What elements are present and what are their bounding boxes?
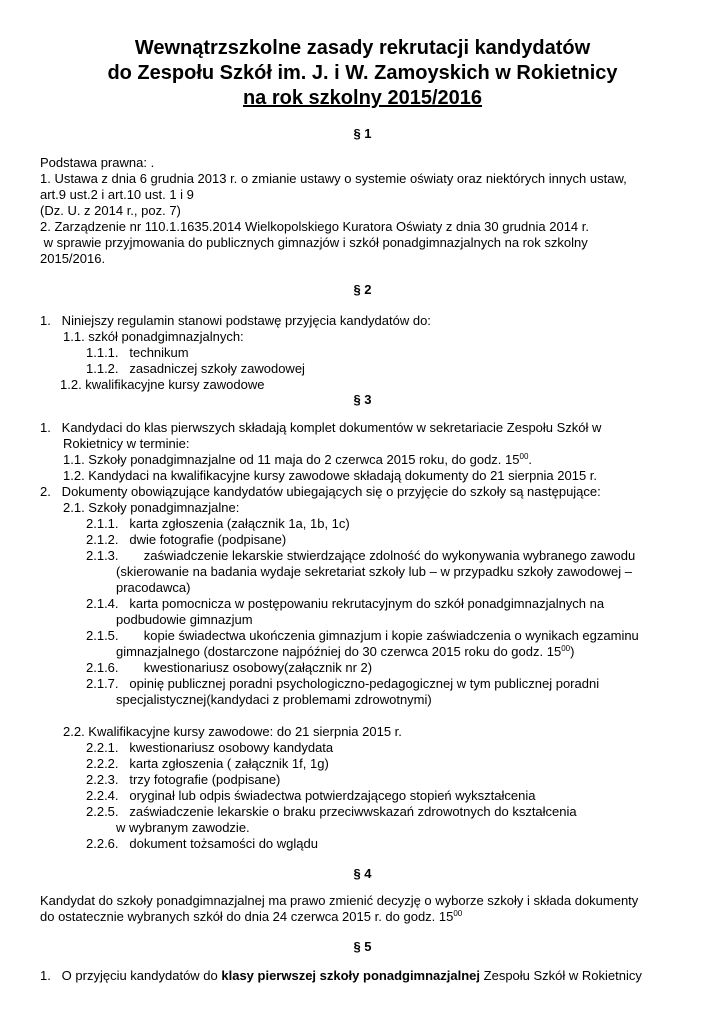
s3-line: 2.2. Kwalifikacyjne kursy zawodowe: do 21 sierpnia 2015 r. (63, 724, 402, 739)
s1-line: 2. Zarządzenie nr 110.1.1635.2014 Wielkopolskiego Kuratora Oświaty z dnia 30 grudnia 2014 r. (40, 219, 589, 234)
s3-line: 2.2.4. oryginał lub odpis świadectwa potwierdzającego stopień wykształcenia (86, 788, 536, 803)
s2-line: 1.2. kwalifikacyjne kursy zawodowe (60, 377, 265, 392)
page-title-line-1: Wewnątrzszkolne zasady rekrutacji kandydatów (134, 37, 591, 59)
s4-superscript: 00 (453, 909, 463, 918)
s5-line (40, 968, 642, 984)
s3-line: 2. Dokumenty obowiązujące kandydatów ubiegających się o przyjęcie do szkoły są następujące: (40, 484, 601, 499)
page-title-line-3-text: na rok szkolny 2015/2016 (242, 87, 483, 109)
s3-superscript: 00 (519, 452, 529, 461)
section-2-heading: § 2 (353, 282, 372, 297)
s3-line: 2.1.7. opinię publicznej poradni psychologiczno-pedagogicznej w tym publicznej poradni (86, 676, 600, 691)
s3-text: 1.1. Szkoły ponadgimnazjalne od 11 maja do 2 czerwca 2015 roku, do godz. 15 (63, 452, 520, 467)
s5-text: Zespołu Szkół w Rokietnicy (480, 968, 642, 983)
s3-line: 2.1.3. zaświadczenie lekarskie stwierdzające zdolność do wykonywania wybranego zawodu (86, 548, 636, 563)
s3-line: 1.2. Kandydaci na kwalifikacyjne kursy zawodowe składają dokumenty do 21 sierpnia 2015 r. (63, 468, 598, 483)
s1-line: w sprawie przyjmowania do publicznych gimnazjów i szkół ponadgimnazjalnych na rok szkolny (40, 235, 588, 250)
s3-line: 2.2.6. dokument tożsamości do wglądu (86, 836, 318, 851)
s3-line: 2.1.5. kopie świadectwa ukończenia gimnazjum i kopie zaświadczenia o wynikach egzaminu (86, 628, 639, 643)
s3-line: 2.2.1. kwestionariusz osobowy kandydata (86, 740, 334, 755)
s3-text: ) (570, 644, 575, 659)
s2-line: 1.1.1. technikum (86, 345, 189, 360)
section-3-heading: § 3 (353, 392, 372, 407)
s2-line: 1. Niniejszy regulamin stanowi podstawę przyjęcia kandydatów do: (40, 313, 431, 328)
s3-line: 2.1.4. karta pomocnicza w postępowaniu rekrutacyjnym do szkół ponadgimnazjalnych na (86, 596, 605, 611)
s3-line (116, 644, 574, 660)
s1-line: art.9 ust.2 i art.10 ust. 1 i 9 (40, 187, 194, 202)
s1-line: Podstawa prawna: . (40, 155, 155, 170)
s3-line: 2.1.6. kwestionariusz osobowy(załącznik nr 2) (86, 660, 373, 675)
s3-line: pracodawca) (116, 580, 191, 595)
s4-line (40, 909, 462, 925)
s1-line: 2015/2016. (40, 251, 106, 266)
s3-line: 2.1.2. dwie fotografie (podpisane) (86, 532, 287, 547)
s4-line: Kandydat do szkoły ponadgimnazjalnej ma prawo zmienić decyzję o wyborze szkoły i składa dokumenty (40, 893, 639, 908)
s3-line: 2.2.3. trzy fotografie (podpisane) (86, 772, 281, 787)
s3-line: w wybranym zawodzie. (116, 820, 250, 835)
s3-line: 2.1.1. karta zgłoszenia (załącznik 1a, 1b, 1c) (86, 516, 350, 531)
s5-text: 1. O przyjęciu kandydatów do (40, 968, 222, 983)
s3-line: Rokietnicy w terminie: (63, 436, 190, 451)
s3-line: podbudowie gimnazjum (116, 612, 253, 627)
s1-line: 1. Ustawa z dnia 6 grudnia 2013 r. o zmianie ustawy o systemie oświaty oraz niektórych innych ustaw, (40, 171, 627, 186)
s5-bold-text: klasy pierwszej szkoły ponadgimnazjalnej (221, 968, 481, 983)
s4-text: do ostatecznie wybranych szkół do dnia 24 czerwca 2015 r. do godz. 15 (40, 909, 454, 924)
s3-line: 2.2.2. karta zgłoszenia ( załącznik 1f, 1g) (86, 756, 329, 771)
s3-line (63, 452, 532, 468)
s3-line: 2.1. Szkoły ponadgimnazjalne: (63, 500, 240, 515)
s2-line: 1.1. szkół ponadgimnazjalnych: (63, 329, 244, 344)
s3-text: . (528, 452, 533, 467)
section-4-heading: § 4 (353, 866, 372, 881)
section-1-heading: § 1 (353, 126, 372, 141)
s3-superscript: 00 (561, 644, 571, 653)
s2-line: 1.1.2. zasadniczej szkoły zawodowej (86, 361, 305, 376)
section-5-heading: § 5 (353, 939, 372, 954)
s3-line: 2.2.5. zaświadczenie lekarskie o braku przeciwwskazań zdrowotnych do kształcenia (86, 804, 577, 819)
page-title-line-2: do Zespołu Szkół im. J. i W. Zamoyskich w Rokietnicy (107, 62, 618, 84)
s3-text: gimnazjalnego (dostarczone najpóźniej do 30 czerwca 2015 roku do godz. 15 (116, 644, 562, 659)
s3-line: 1. Kandydaci do klas pierwszych składają komplet dokumentów w sekretariacie Zespołu Szkół w (40, 420, 602, 435)
s3-line: specjalistycznej(kandydaci z problemami zdrowotnymi) (116, 692, 432, 707)
page-title-line-3 (0, 86, 725, 110)
s1-line: (Dz. U. z 2014 r., poz. 7) (40, 203, 181, 218)
s3-line: (skierowanie na badania wydaje sekretariat szkoły lub – w przypadku szkoły zawodowej – (116, 564, 632, 579)
